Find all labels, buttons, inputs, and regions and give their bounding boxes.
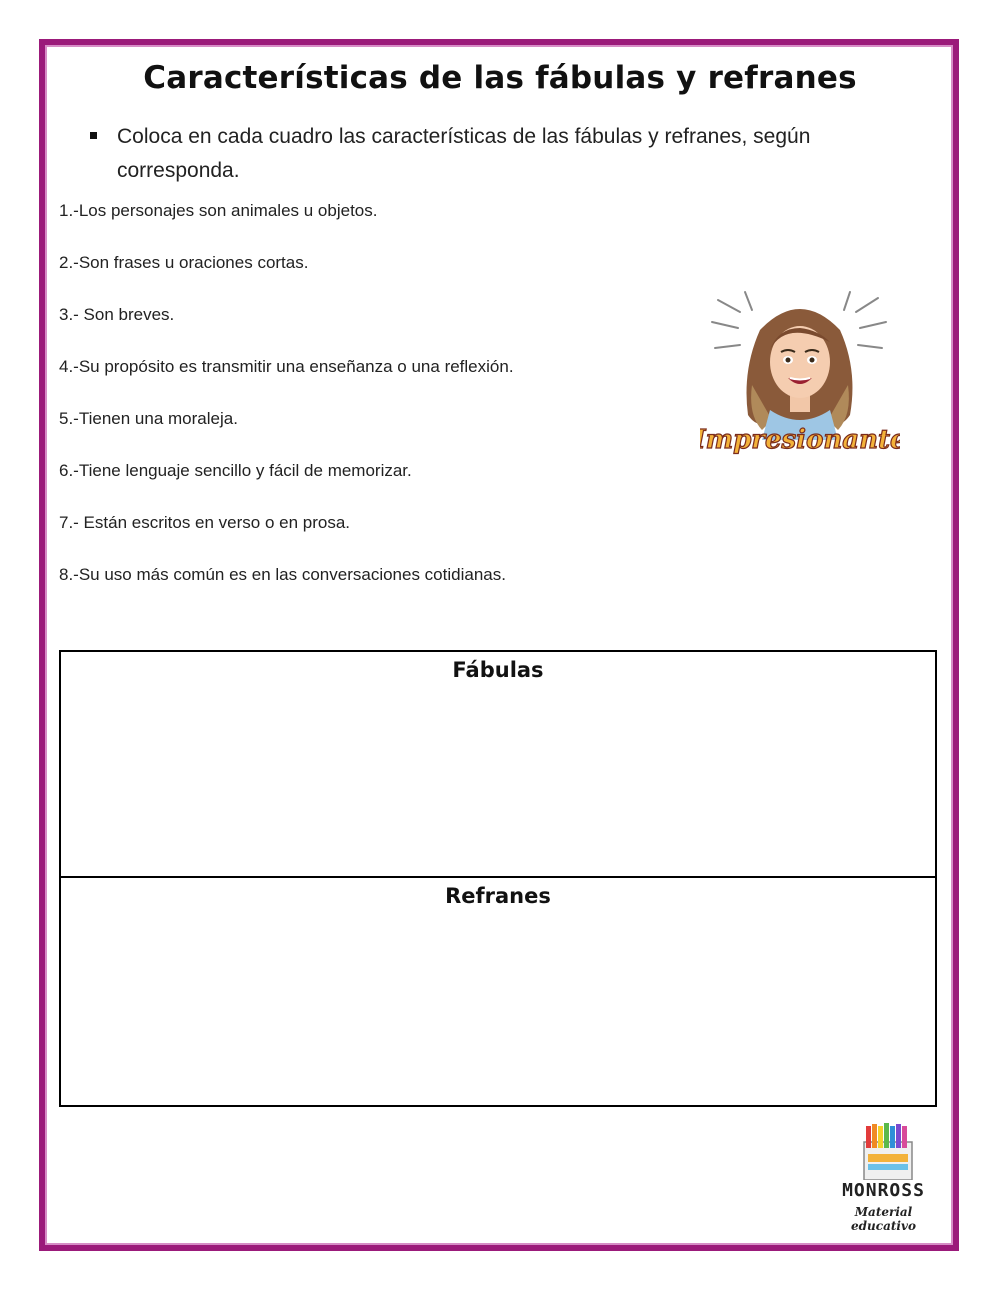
bullet-icon <box>90 132 97 139</box>
pencils-logo-icon <box>826 1120 941 1180</box>
page-title: Características de las fábulas y refranes <box>143 60 857 96</box>
instruction <box>90 120 870 188</box>
characteristic-item: 5.-Tienen una moraleja. <box>59 409 238 428</box>
cartoon-avatar-icon <box>700 290 900 475</box>
characteristic-item: 4.-Su propósito es transmitir una enseñanza o una reflexión. <box>59 357 514 376</box>
characteristic-item: 1.-Los personajes son animales u objetos. <box>59 201 378 220</box>
characteristic-item: 8.-Su uso más común es en las conversaciones cotidianas. <box>59 565 506 584</box>
avatar-caption: Impresionante <box>700 425 900 455</box>
refranes-box[interactable] <box>59 876 937 1107</box>
fabulas-box-title: Fábulas <box>452 658 544 682</box>
logo-name: MONROSS <box>842 1180 925 1201</box>
characteristic-item: 6.-Tiene lenguaje sencillo y fácil de memorizar. <box>59 461 412 480</box>
fabulas-box[interactable] <box>59 650 937 880</box>
logo-subtitle: Material educativo <box>851 1205 916 1233</box>
characteristic-item: 3.- Son breves. <box>59 305 175 324</box>
instruction-text: Coloca en cada cuadro las características de las fábulas y refranes, según corresponda. <box>117 125 811 182</box>
brand-logo <box>826 1120 941 1233</box>
characteristic-item: 2.-Son frases u oraciones cortas. <box>59 253 309 272</box>
refranes-box-title: Refranes <box>445 884 551 908</box>
avatar <box>700 290 900 475</box>
characteristic-item: 7.- Están escritos en verso o en prosa. <box>59 513 351 532</box>
